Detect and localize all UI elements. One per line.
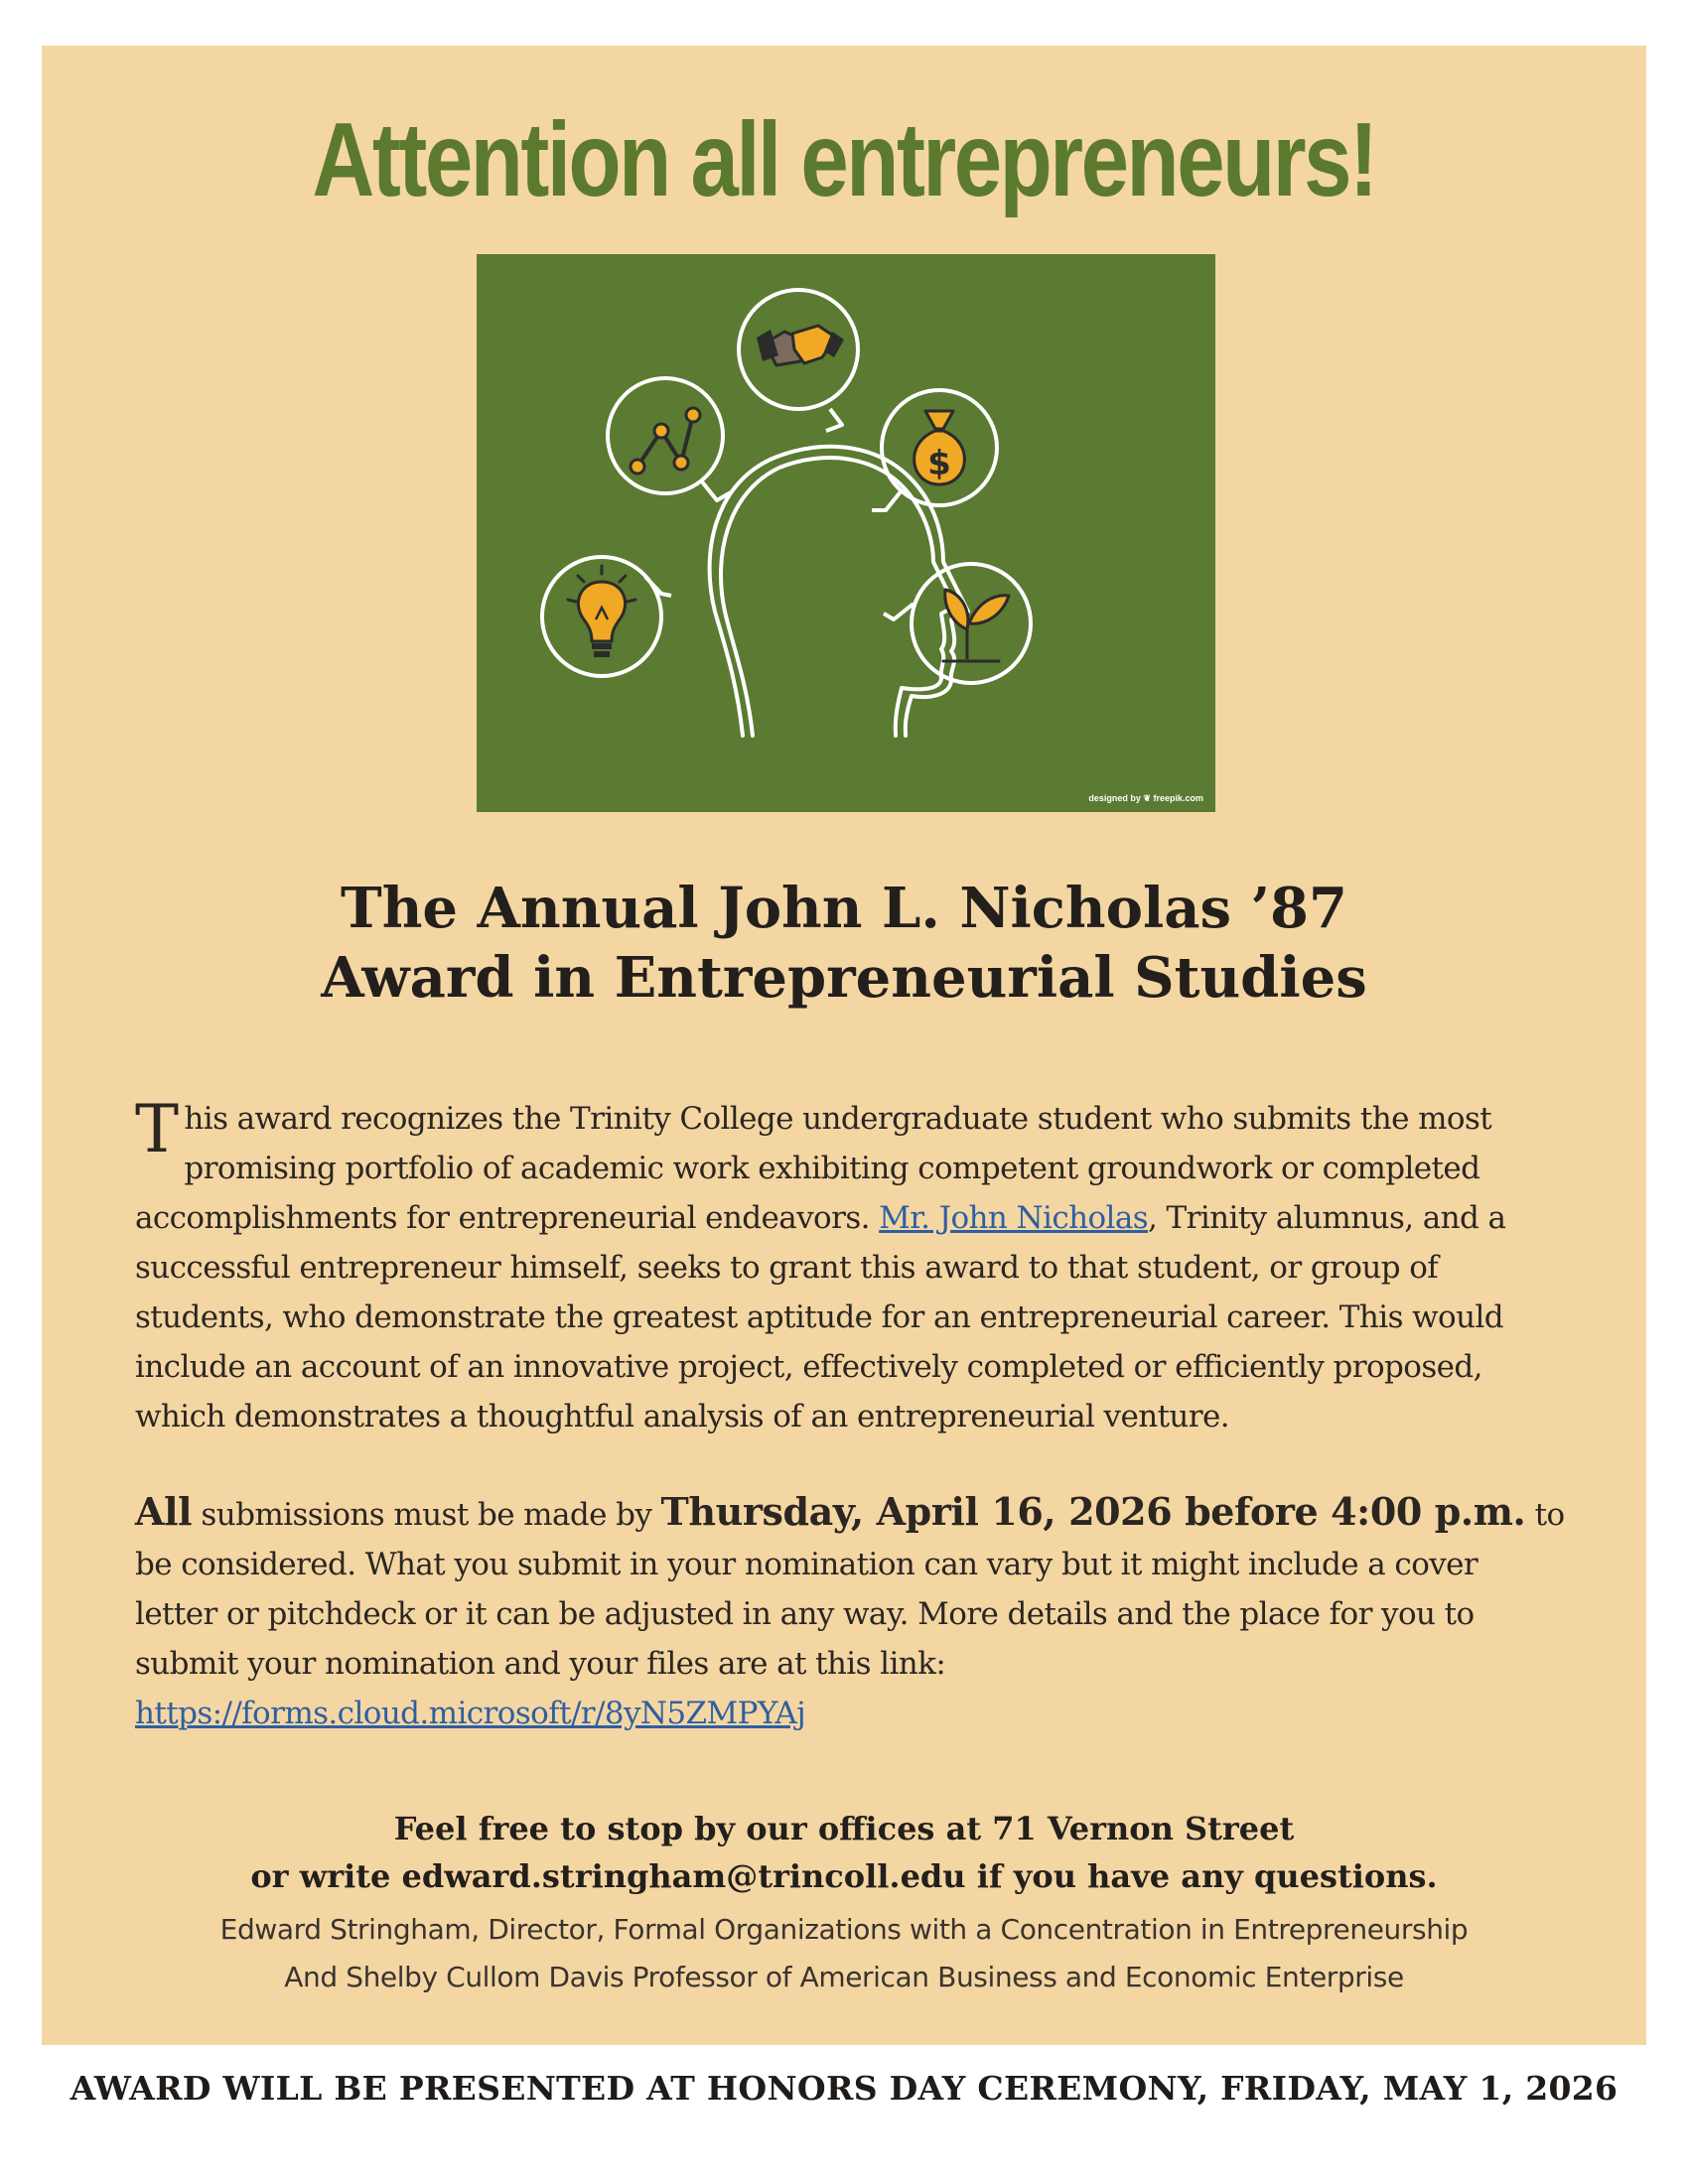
award-title-line2: Award in Entrepreneurial Studies (321, 945, 1367, 1011)
illustration-graphic (477, 254, 1215, 812)
lightbulb-icon (542, 557, 671, 676)
line-graph-icon (608, 378, 731, 500)
award-description (135, 1091, 1565, 1441)
deadline-lead: submissions must be made by (192, 1497, 661, 1533)
submission-details (135, 1487, 1565, 1738)
money-bag-icon (872, 390, 997, 510)
sprout-icon (884, 564, 1031, 683)
submission-form-link[interactable]: https://forms.cloud.microsoft/r/8yN5ZMPYAj (135, 1696, 806, 1731)
award-title (42, 874, 1646, 1013)
description-text-part2: , Trinity alumnus, and a successful entrepreneur himself, seeks to grant this award to that student, or group of students, who demonstrate the greatest aptitude for an entrepreneurial career. This would include an account of an innovative project, effectively completed or efficiently proposed, which demonstrates a thoughtful analysis of an entrepreneurial venture. (135, 1200, 1506, 1434)
contact-info (42, 1805, 1646, 1900)
contact-line1: Feel free to stop by our offices at 71 Vernon Street (393, 1810, 1295, 1847)
signature-block (42, 1906, 1646, 2001)
description-text-part1: his award recognizes the Trinity College undergraduate student who submits the most promising portfolio of academic work exhibiting competent groundwork or completed accomplishments for entrepreneurial endeavors. (135, 1101, 1492, 1236)
svg-text:$: $ (927, 444, 951, 483)
head-silhouette-icon (710, 447, 968, 736)
submission-text: to be considered. What you submit in your nomination can vary but it might include a cover letter or pitchdeck or it can be adjusted in any way. More details and the place for you to submit your nomination and your files are at this link: (135, 1497, 1565, 1682)
deadline-date: Thursday, April 16, 2026 before 4:00 p.m. (660, 1489, 1526, 1534)
image-credit: designed by ❦ freepik.com (1088, 793, 1203, 803)
signature-line1: Edward Stringham, Director, Formal Organizations with a Concentration in Entrepreneurship (219, 1913, 1469, 1946)
all-label: All (135, 1489, 193, 1534)
contact-line2: or write edward.stringham@trincoll.edu if you have any questions. (250, 1857, 1438, 1895)
entrepreneur-illustration (477, 254, 1215, 812)
award-title-line1: The Annual John L. Nicholas ’87 (341, 876, 1347, 941)
drop-cap: T (135, 1091, 179, 1167)
headline: Attention all entrepreneurs! (312, 101, 1376, 218)
john-nicholas-link[interactable]: Mr. John Nicholas (879, 1200, 1149, 1236)
flyer-panel (42, 46, 1646, 2045)
ceremony-footer: AWARD WILL BE PRESENTED AT HONORS DAY CEREMONY, FRIDAY, MAY 1, 2026 (70, 2069, 1618, 2108)
handshake-icon (739, 290, 858, 431)
signature-line2: And Shelby Cullom Davis Professor of American Business and Economic Enterprise (284, 1961, 1404, 1993)
